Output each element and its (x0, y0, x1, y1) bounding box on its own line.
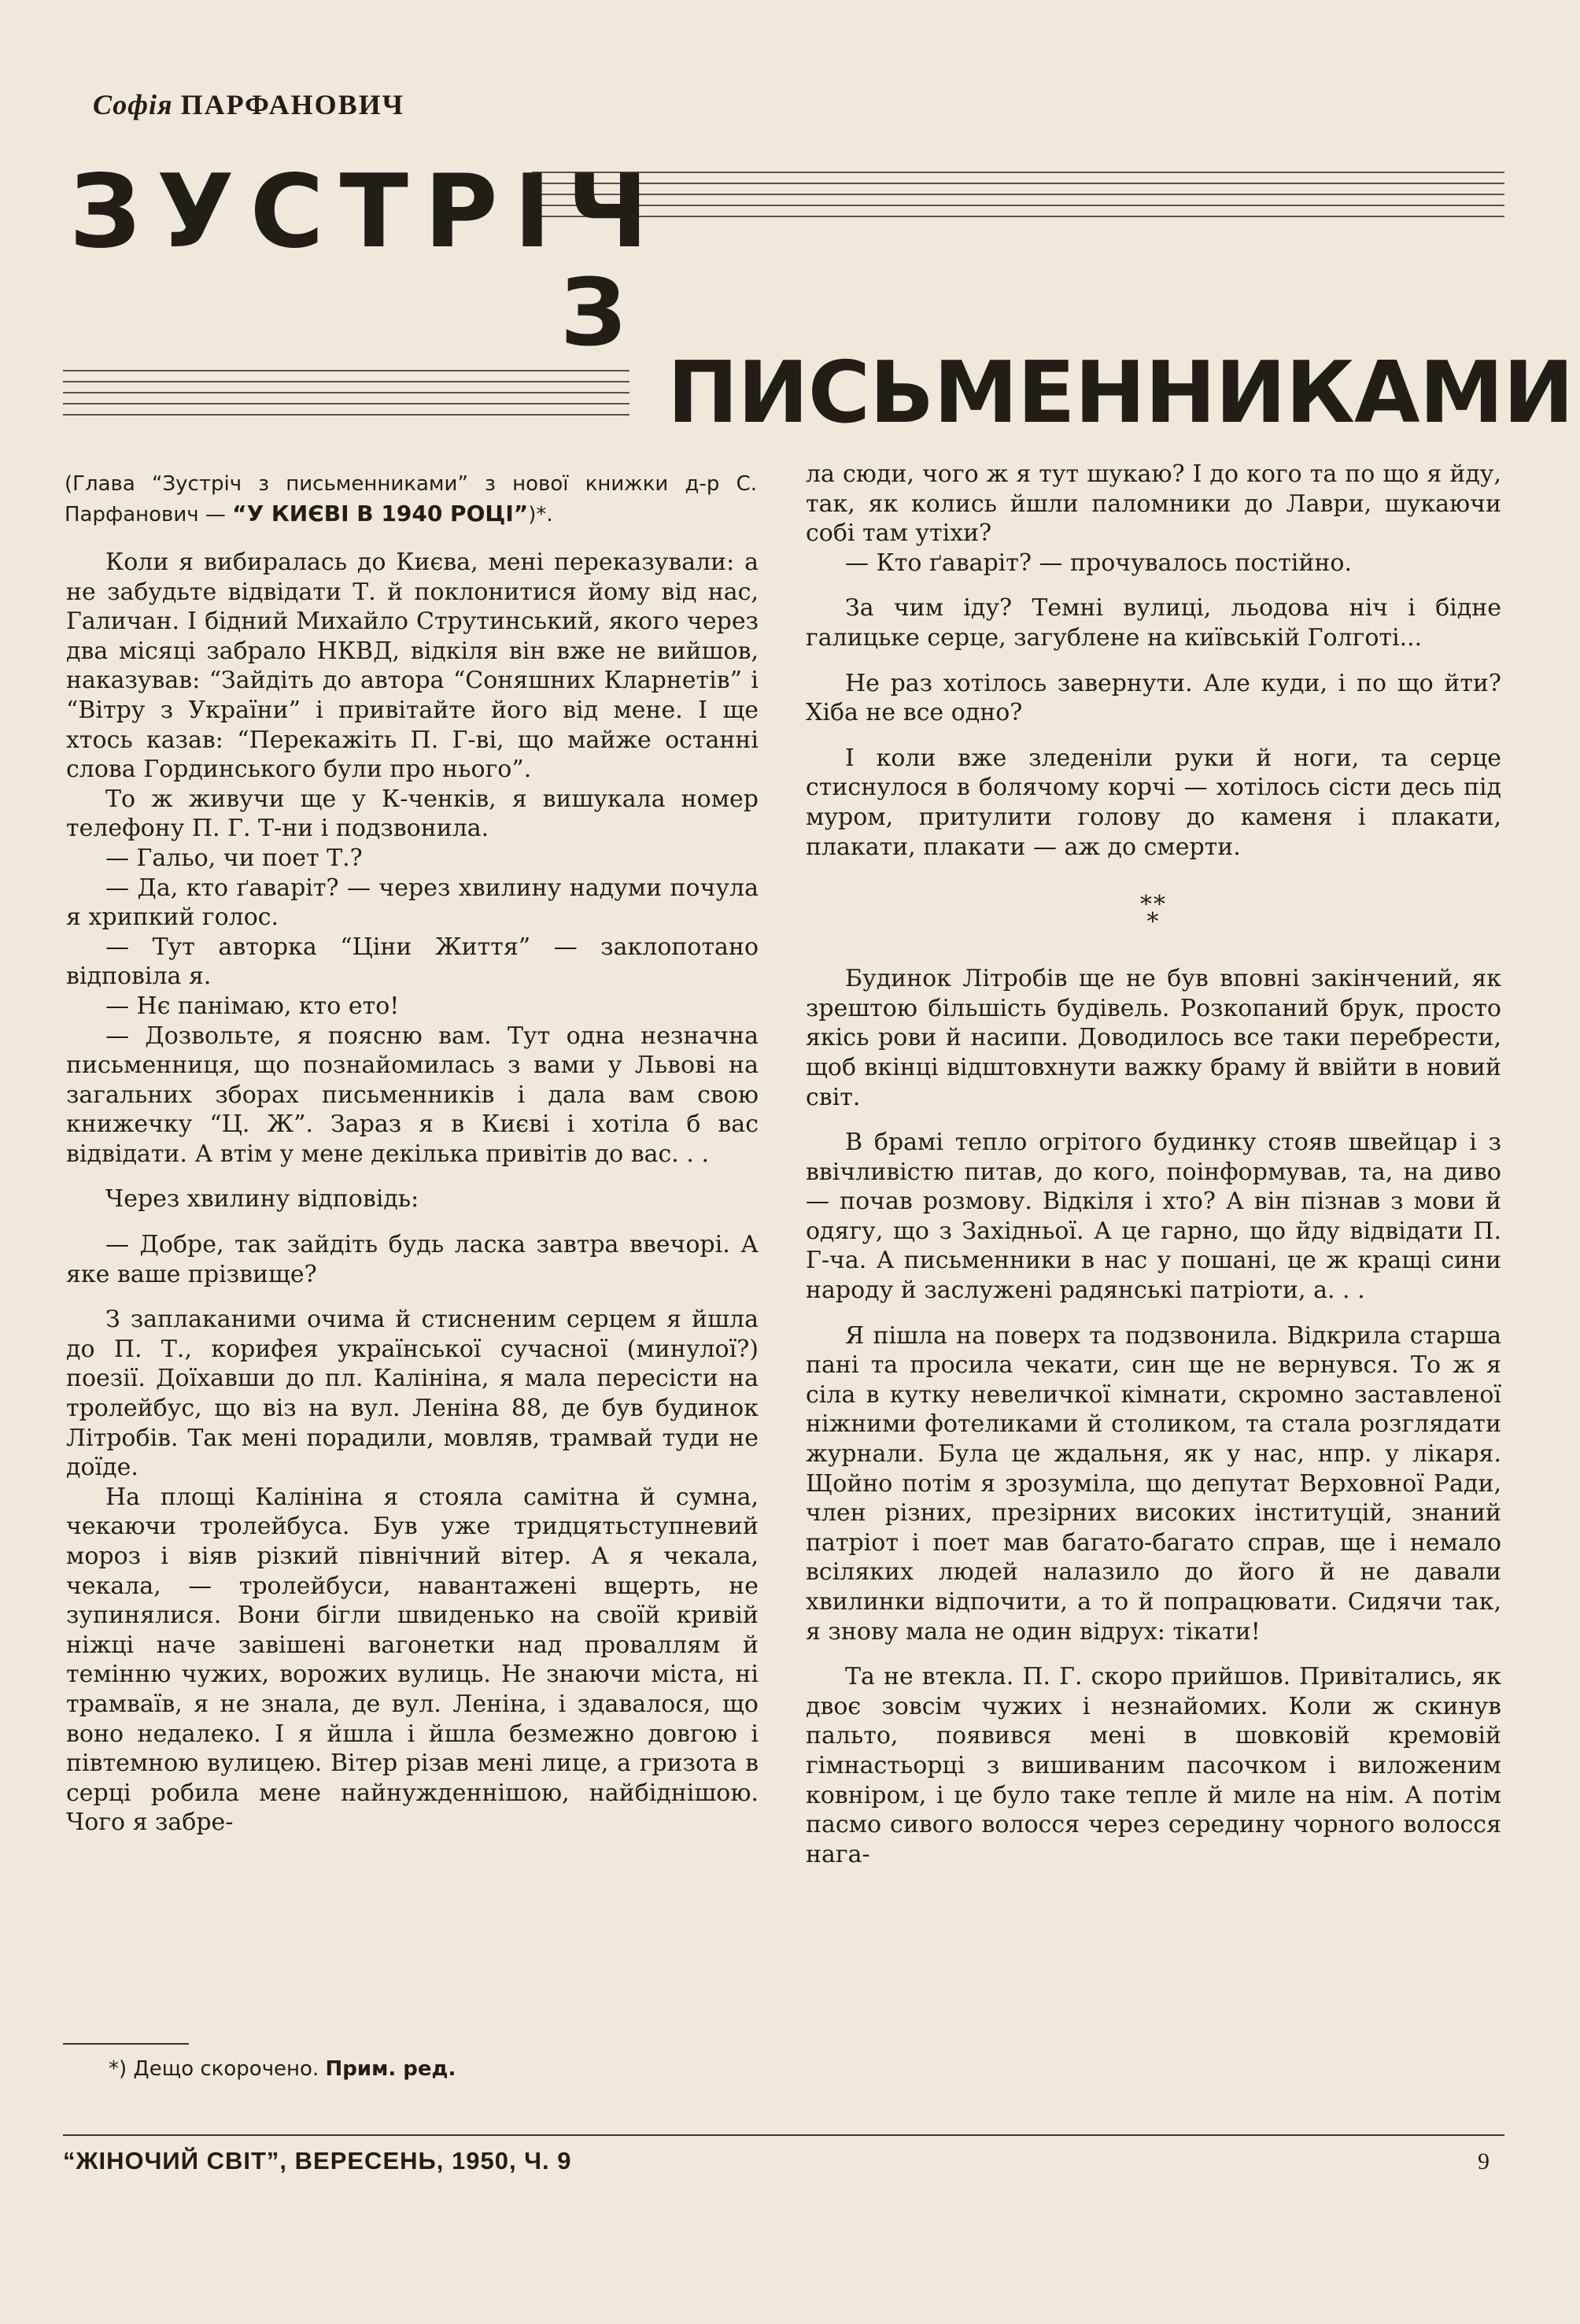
paragraph: — Дозвольте, я поясню вам. Тут одна незначна письменниця, що познайомилась з вами у Львові на загальних зборах письменників і дала вам свою книжечку “Ц. Ж”. Зараз я в Києві і хотіла б вас відвідати. А втім у мене декілька привітів до вас. . . (66, 1022, 759, 1168)
footnote (109, 2057, 456, 2081)
paragraph: З заплаканими очима й стисненим серцем я йшла до П. Т., корифея української сучасної (минулої?) поезії. Доїхавши до пл. Калініна, я мала пересісти на тролейбус, що віз на вул. Леніна 88, де був будинок Літробів. Так мені порадили, мовляв, трамвай туди не доїде. (66, 1306, 759, 1482)
paragraph: В брамі тепло огрітого будинку стояв швейцар і з ввічливістю питав, до кого, поінформував, та, на диво — почав розмову. Відкіля і хто? А він пізнав з мови й одягу, що з Західньої. А це гарно, що йду відвідати П. Г-ча. А письменники в нас у пошані, це ж кращі сини народу й заслужені радянські патріоти, а. . . (806, 1129, 1501, 1305)
paragraph: То ж живучи ще у К-ченків, я вишукала номер телефону П. Г. Т-ни і подзвонила. (66, 785, 759, 843)
author-first-name: Софія (93, 89, 173, 120)
paragraph: — Гальо, чи поет Т.? (105, 844, 363, 872)
title-line-3: ПИСЬМЕННИКАМИ (667, 344, 1574, 442)
paragraph: — Добре, так зайдіть будь ласка завтра ввечорі. А яке ваше прізвище? (66, 1231, 759, 1288)
author-byline (93, 88, 404, 121)
paragraph: Будинок Літробів ще не був вповні закінчений, як зрештою більшість будівель. Розкопаний брук, просто якісь рови й насипи. Доводилось все таки перебрести, щоб вкінці відштовхнути важку браму й ввійти в новий світ. (806, 965, 1501, 1111)
paragraph: На площі Калініна я стояла самітна й сумна, чекаючи тролейбуса. Був уже тридцятьступневий мороз і віяв різкий північний вітер. А я чекала, чекала, — тролейбуси, навантажені вщерть, не зупинялися. Вони бігли швиденько на своїй кривій ніжці наче завішені вагонетки над проваллям й темінню чужих, ворожих вулиць. Не знаючи міста, ні трамваїв, я не знала, де вул. Леніна, і здавалося, що воно недалеко. І я йшла і йшла безмежно довгою і півтемною вулицею. Вітер різав мені лице, а гризота в серці робила мене найнужденнішою, найбіднішою. Чого я забре- (66, 1483, 759, 1837)
paragraph: І коли вже зледеніли руки й ноги, та серце стиснулося в болячому корчі — хотілось сісти десь під муром, притулити голову до каменя і плакати, плакати, плакати — аж до смерти. (806, 744, 1501, 861)
paragraph: — Тут авторка “Ціни Життя” — заклопотано відповіла я. (66, 933, 759, 991)
footer-divider (63, 2134, 1504, 2136)
paragraph: — Кто ґаваріт? — прочувалось постійно. (845, 549, 1352, 577)
paragraph: Через хвилину відповідь: (105, 1185, 419, 1214)
footnote-divider (63, 2043, 189, 2045)
title-rules-top (532, 172, 1504, 227)
footer-magazine-issue: “ЖІНОЧИЙ СВІТ”, ВЕРЕСЕНЬ, 1950, Ч. 9 (63, 2147, 572, 2174)
paragraph: — Да, кто ґаваріт? — через хвилину надуми почула я хрипкий голос. (66, 874, 759, 932)
paragraph: За чим іду? Темні вулиці, льодова ніч і бідне галицьке серце, загублене на київській Голготі... (806, 594, 1501, 652)
paragraph: Я пішла на поверх та подзвонила. Відкрила старша пані та просила чекати, син ще не вернувся. То ж я сіла в кутку невеличкої кімнати, скромно заставленої ніжними фотеликами й столиком, та стала розглядати журнали. Була це ждальня, як у нас, нпр. у лікаря. Щойно потім я зрозуміла, що депутат Верховної Ради, член різних, презірних високих інституцій, знаний патріот і поет мав багато-багато справ, ще і немало всіляких людей налазило до його й не давали хвилинки відпочити, а то й попрацювати. Сидячи так, я знову мала не один відрух: тікати! (806, 1321, 1501, 1646)
footnote-editor-note: Прим. ред. (325, 2057, 456, 2081)
article-column-left (66, 548, 759, 1838)
page-number: 9 (1478, 2148, 1490, 2174)
author-last-name: ПАРФАНОВИЧ (180, 89, 405, 120)
paragraph: Не раз хотілось завернути. Але куди, і по що йти? Хіба не все одно? (806, 669, 1501, 727)
article-column-right (806, 460, 1501, 1869)
paragraph: Та не втекла. П. Г. скоро прийшов. Привітались, як двоє зовсім чужих і незнайомих. Коли ж скинув пальто, появився мені в шовковій кремовій гімнастьорці з вишиваним пасочком і виложеним ковніром, і це було таке тепле й миле на нім. А потім пасмо сивого волосся через середину чорного волосся нага- (806, 1663, 1501, 1868)
title-rules-bottom (63, 370, 629, 425)
intro-note (65, 469, 757, 530)
footnote-text: *) Дещо скорочено. (109, 2057, 319, 2081)
section-asterism: ** * (1140, 891, 1167, 937)
title-line-1: ЗУСТРІЧ (69, 153, 664, 271)
title-line-2: З (560, 258, 626, 367)
intro-book-title: “У КИЄВІ В 1940 РОЦІ” (232, 501, 529, 527)
paragraph: — Нє панімаю, кто ето! (105, 992, 400, 1020)
paragraph: ла сюди, чого ж я тут шукаю? І до кого та по що я йду, так, як колись йшли паломники до Лаври, шукаючи собі там утіхи? (806, 460, 1501, 548)
intro-post: )*. (528, 503, 553, 527)
paragraph: Коли я вибиралась до Києва, мені переказували: а не забудьте відвідати Т. й поклонитися йому від нас, Галичан. І бідний Михайло Струтинський, якого через два місяці забрало НКВД, відкіля він вже не вийшов, наказував: “Зайдіть до автора “Соняшних Кларнетів” і “Вітру з України” і привітайте його від мене. І ще хтось казав: “Перекажіть П. Г-ві, що майже останні слова Гординського були про нього”. (66, 549, 759, 784)
intro-pre: (Глава “Зустріч з письменниками” з нової книжки д-р С. Парфанович — (65, 472, 757, 527)
